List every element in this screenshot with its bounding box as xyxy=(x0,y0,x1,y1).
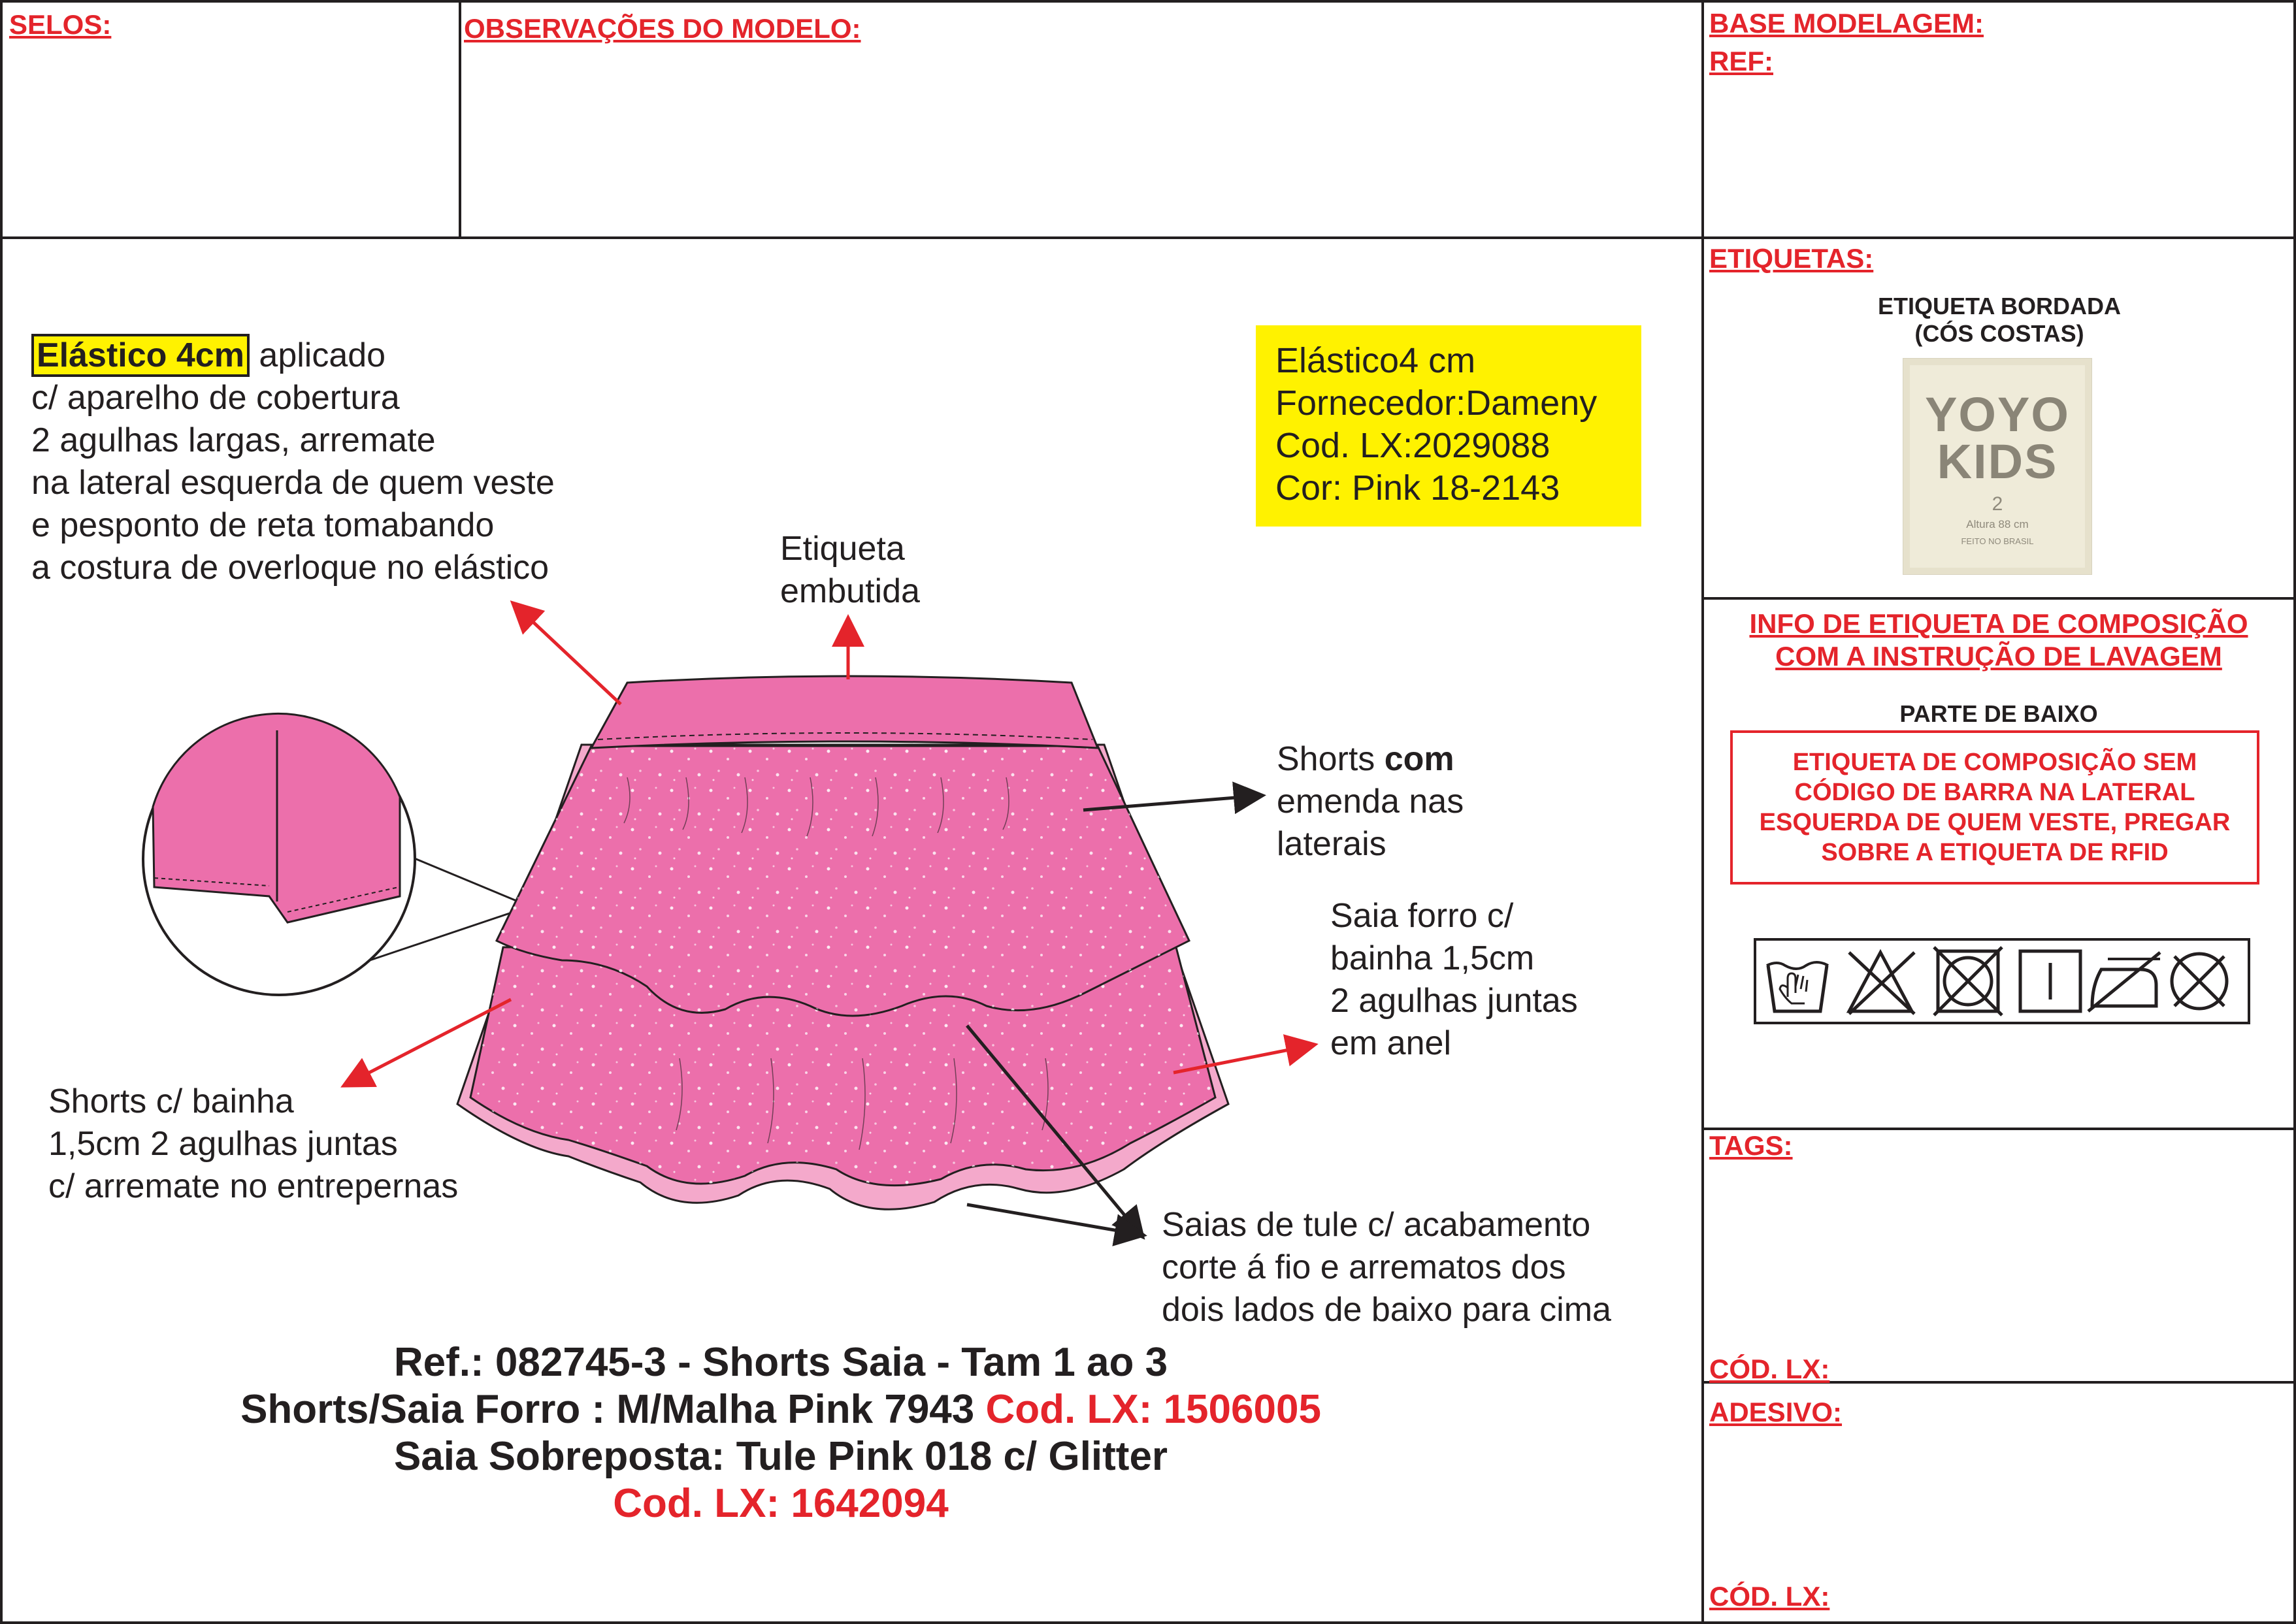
elastic-line2: c/ aparelho de cobertura xyxy=(31,379,400,417)
shorts-com-line1-b: com xyxy=(1384,740,1454,778)
reference-line4: Cod. LX: 1642094 xyxy=(613,1481,949,1526)
reference-line3: Saia Sobreposta: Tule Pink 018 c/ Glitter xyxy=(393,1434,1168,1479)
shorts-com-line2: emenda nas xyxy=(1277,783,1464,820)
label-brand-line2: KIDS xyxy=(1937,434,2058,489)
no-dry-clean-icon xyxy=(2172,954,2227,1009)
shorts-com-line3: laterais xyxy=(1277,825,1386,863)
shorts-bainha-line3: c/ arremate no entrepernas xyxy=(48,1167,459,1205)
etiqueta-line1: Etiqueta xyxy=(780,530,905,568)
elastic-info-box xyxy=(1256,325,1641,527)
shorts-com-line1 xyxy=(1277,738,1464,781)
label-size: 2 xyxy=(1992,493,2003,515)
elastic-line4: na lateral esquerda de quem veste xyxy=(31,464,555,502)
parte-de-baixo-label: PARTE DE BAIXO xyxy=(1899,700,2098,727)
elastic-line3: 2 agulhas largas, arremate xyxy=(31,421,436,459)
tule-line3: dois lados de baixo para cima xyxy=(1162,1291,1611,1329)
tule-line2: corte á fio e arrematos dos xyxy=(1162,1248,1566,1286)
elastic-note-line1 xyxy=(31,334,555,377)
tule-line1: Saias de tule c/ acabamento xyxy=(1162,1206,1591,1244)
elastic-info-line3: Cod. LX:2029088 xyxy=(1275,426,1550,465)
observacoes-label: OBSERVAÇÕES DO MODELO: xyxy=(464,13,861,44)
etiqueta-bordada-line1: ETIQUETA BORDADA xyxy=(1878,293,2121,319)
reference-line2-a: Shorts/Saia Forro : M/Malha Pink 7943 xyxy=(240,1387,986,1432)
elastic-info-line2: Fornecedor:Dameny xyxy=(1275,383,1598,423)
skirt-illustration xyxy=(457,676,1228,1209)
rfid-line4: SOBRE A ETIQUETA DE RFID xyxy=(1821,839,2169,866)
detail-magnifier xyxy=(143,713,518,995)
elastic-note xyxy=(31,334,555,589)
reference-line2-b: Cod. LX: 1506005 xyxy=(985,1387,1321,1432)
arrow-elastic xyxy=(515,605,621,704)
elastic-info-line4: Cor: Pink 18-2143 xyxy=(1275,468,1560,508)
elastic-line1-rest: aplicado xyxy=(249,336,386,374)
selos-label: SELOS: xyxy=(9,9,112,40)
base-modelagem-label: BASE MODELAGEM: xyxy=(1709,8,1984,39)
reference-line2 xyxy=(78,1386,1483,1433)
saia-forro-line2: bainha 1,5cm xyxy=(1330,939,1535,977)
no-tumble-dry-icon xyxy=(1934,947,2002,1015)
line-dry-icon xyxy=(2020,951,2080,1011)
saia-forro-note xyxy=(1330,895,1578,1065)
arrow-tule-lower xyxy=(967,1205,1141,1235)
etiqueta-note xyxy=(780,528,920,613)
composicao-title-line1: INFO DE ETIQUETA DE COMPOSIÇÃO xyxy=(1749,608,2248,639)
tags-label: TAGS: xyxy=(1709,1130,1793,1161)
reference-block xyxy=(78,1339,1483,1527)
iron-low-icon xyxy=(2088,952,2160,1011)
rfid-line3: ESQUERDA DE QUEM VESTE, PREGAR xyxy=(1759,809,2231,836)
elastic-info-line1: Elástico4 cm xyxy=(1275,341,1476,380)
saia-forro-line4: em anel xyxy=(1330,1024,1451,1062)
elastic-line5: e pesponto de reta tomabando xyxy=(31,506,495,544)
hand-wash-icon xyxy=(1767,962,1828,1011)
shorts-com-line1-a: Shorts xyxy=(1277,740,1385,778)
etiquetas-label: ETIQUETAS: xyxy=(1709,243,1874,274)
adesivo-label: ADESIVO: xyxy=(1709,1397,1843,1427)
tule-note xyxy=(1162,1204,1611,1331)
elastic-badge: Elástico 4cm xyxy=(31,334,250,377)
label-height: Altura 88 cm xyxy=(1966,518,2029,530)
label-brand-line1: YOYO xyxy=(1925,387,2070,442)
shorts-bainha-line2: 1,5cm 2 agulhas juntas xyxy=(48,1125,398,1163)
shorts-com-note xyxy=(1277,738,1464,866)
cod-lx-label-adesivo: CÓD. LX: xyxy=(1709,1581,1830,1612)
saia-forro-line3: 2 agulhas juntas xyxy=(1330,982,1578,1020)
shorts-bainha-line1: Shorts c/ bainha xyxy=(48,1082,294,1120)
cod-lx-label-tags: CÓD. LX: xyxy=(1709,1354,1830,1384)
etiqueta-bordada-line2: (CÓS COSTAS) xyxy=(1914,320,2084,347)
etiqueta-line2: embutida xyxy=(780,572,920,610)
rfid-line1: ETIQUETA DE COMPOSIÇÃO SEM xyxy=(1792,749,2197,776)
shorts-bainha-note xyxy=(48,1080,458,1208)
no-bleach-icon xyxy=(1849,952,1914,1014)
saia-forro-line1: Saia forro c/ xyxy=(1330,897,1514,935)
reference-line1: Ref.: 082745-3 - Shorts Saia - Tam 1 ao 3 xyxy=(393,1340,1168,1385)
rfid-line2: CÓDIGO DE BARRA NA LATERAL xyxy=(1794,779,2195,806)
elastic-line6: a costura de overloque no elástico xyxy=(31,549,549,587)
composicao-title-line2: COM A INSTRUÇÃO DE LAVAGEM xyxy=(1775,641,2222,672)
label-made: FEITO NO BRASIL xyxy=(1961,536,2034,546)
ref-label: REF: xyxy=(1709,46,1773,76)
